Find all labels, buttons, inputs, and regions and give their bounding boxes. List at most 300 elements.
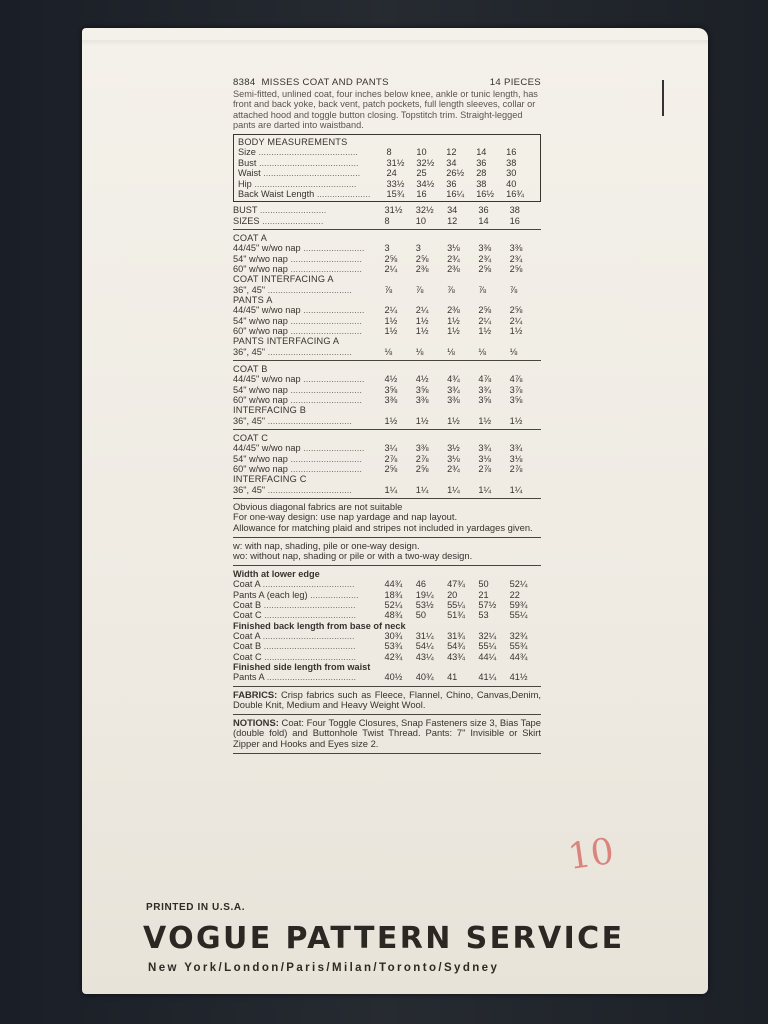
- cell: 53¾: [384, 641, 403, 652]
- row-label: [233, 264, 384, 274]
- cell: 21: [478, 589, 489, 600]
- cell: 31½: [384, 205, 403, 216]
- row-label-text: Coat A: [233, 579, 261, 590]
- yardage-group-title: COAT INTERFACING A: [233, 274, 334, 285]
- row-label: [233, 453, 384, 463]
- leader-dots: .....................: [314, 188, 371, 199]
- finished-group-title: Finished back length from base of neck: [233, 620, 406, 631]
- note-line: Allowance for matching plaid and stripes not included in yardages given.: [233, 522, 533, 534]
- cell: 34: [447, 205, 458, 216]
- cell: 41: [447, 672, 458, 683]
- yardage-fabric-sections: [233, 233, 541, 499]
- row-label-text: 44/45" w/wo nap: [233, 305, 301, 316]
- cell: 41¼: [478, 672, 497, 683]
- leader-dots: ........................: [259, 215, 324, 226]
- leader-dots: ............................: [287, 464, 362, 475]
- yardage-group-title: COAT A: [233, 232, 268, 243]
- cell: 4⅞: [509, 374, 523, 385]
- cell: 25: [416, 168, 427, 179]
- leader-dots: ............................: [287, 384, 362, 395]
- table-row: [233, 464, 541, 474]
- cell: 51¾: [447, 610, 465, 621]
- row-label: [238, 147, 387, 157]
- brand-name: VOGUE PATTERN SERVICE: [143, 921, 625, 956]
- nap-notes: [233, 541, 541, 562]
- cell: 30: [506, 168, 517, 179]
- table-row: [233, 384, 541, 394]
- leader-dots: ............................: [287, 453, 362, 464]
- row-label: [233, 243, 384, 253]
- body-measurements-table: [238, 147, 536, 199]
- pattern-number: 8384: [233, 77, 256, 88]
- cell: 24: [386, 168, 397, 179]
- cell: 2⅜: [447, 264, 460, 275]
- cell: 1½: [415, 315, 429, 326]
- cell: 36: [478, 205, 489, 216]
- cell: 3: [415, 243, 421, 254]
- cell: 3: [384, 243, 390, 254]
- cell: 10: [415, 215, 426, 226]
- cell: 53½: [415, 599, 434, 610]
- cell: 14: [478, 215, 489, 226]
- row-label-text: 36", 45": [233, 284, 266, 295]
- cell: 57½: [478, 599, 497, 610]
- row-label: [233, 641, 384, 651]
- cell: 36: [446, 178, 457, 189]
- row-label-text: Size: [238, 147, 256, 158]
- cell: 54¾: [447, 641, 465, 652]
- cell: 1½: [509, 326, 523, 337]
- table-row: [233, 374, 541, 384]
- cell: 32½: [416, 157, 435, 168]
- leader-dots: ......................................: [260, 168, 361, 179]
- cell: 3⅛: [478, 453, 492, 464]
- row-label: [233, 305, 384, 315]
- cell: 3⅛: [509, 453, 523, 464]
- pattern-number-title: [233, 78, 389, 88]
- row-label-text: Coat A: [233, 630, 261, 641]
- cell: 4½: [415, 374, 429, 385]
- cell: 26½: [446, 168, 465, 179]
- cell: 38: [476, 178, 487, 189]
- leader-dots: ....................................: [261, 610, 357, 621]
- cell: ⅛: [478, 346, 487, 357]
- yardage-group: [233, 274, 541, 295]
- row-label-text: 60" w/wo nap: [233, 326, 288, 337]
- leader-dots: ....................................: [261, 641, 356, 652]
- row-label-text: 54" w/wo nap: [233, 253, 288, 264]
- row-label-text: Coat B: [233, 599, 262, 610]
- cell: 3¾: [447, 384, 460, 395]
- row-label: [238, 158, 387, 168]
- cell: 16: [509, 215, 520, 226]
- cell: 1½: [509, 415, 523, 426]
- table-row: [233, 264, 541, 274]
- leader-dots: .................................: [265, 346, 352, 357]
- table-row: [233, 285, 541, 295]
- cell: 2⅝: [509, 264, 523, 275]
- row-label: [233, 672, 384, 682]
- divider: [233, 565, 541, 566]
- cell: 41½: [509, 672, 528, 683]
- cell: 19¼: [415, 589, 434, 600]
- cell: 3⅜: [415, 443, 429, 454]
- yardage-group: [233, 336, 541, 357]
- divider: [233, 360, 541, 361]
- bust-label: BUST: [233, 205, 258, 216]
- cell: 42¾: [384, 651, 403, 662]
- table-row: [238, 158, 536, 168]
- yardage-section: [233, 205, 541, 499]
- row-label-text: 54" w/wo nap: [233, 384, 288, 395]
- cell: 47¾: [447, 579, 465, 590]
- yardage-group: [233, 405, 541, 426]
- yardage-table: [233, 243, 541, 274]
- notions-paragraph: [233, 718, 541, 750]
- cell: 52¼: [384, 599, 403, 610]
- cell: 50: [478, 579, 489, 590]
- cell: 2¾: [447, 253, 460, 264]
- table-row: [238, 168, 536, 178]
- divider: [233, 537, 541, 538]
- cell: 1½: [384, 326, 398, 337]
- yardage-group: [233, 433, 541, 474]
- divider: [233, 498, 541, 499]
- cell: ⅞: [415, 284, 424, 295]
- leader-dots: ............................: [287, 326, 362, 337]
- cell: 2⅞: [478, 464, 492, 475]
- row-label-text: 60" w/wo nap: [233, 464, 288, 475]
- cell: 2¼: [478, 315, 492, 326]
- divider: [233, 229, 541, 230]
- notions-label: NOTIONS:: [233, 716, 279, 728]
- envelope-fold-shadow: [82, 40, 708, 46]
- table-row: [233, 631, 541, 641]
- cell: 1½: [415, 415, 429, 426]
- cell: 20: [447, 589, 458, 600]
- table-row: [233, 243, 541, 253]
- row-label-text: 36", 45": [233, 346, 266, 357]
- yardage-size-table: [233, 205, 541, 226]
- yardage-table: [233, 415, 541, 425]
- table-row: [233, 641, 541, 651]
- cell: 55¼: [478, 641, 497, 652]
- row-label: [233, 415, 384, 425]
- leader-dots: ........................: [300, 374, 365, 385]
- cell: 4½: [384, 374, 398, 385]
- row-label: [233, 374, 384, 384]
- row-label: [233, 652, 384, 662]
- cell: 2⅝: [415, 253, 429, 264]
- cell: 40½: [384, 672, 403, 683]
- row-label-text: Hip: [238, 178, 252, 189]
- cell: 2¾: [447, 464, 460, 475]
- cell: 2¼: [509, 315, 523, 326]
- yardage-group-title: PANTS INTERFACING A: [233, 336, 340, 347]
- cell: 3¾: [509, 443, 523, 454]
- note-line: w: with nap, shading, pile or one-way design.: [233, 539, 420, 551]
- cell: 48¾: [384, 610, 403, 621]
- cell: 1½: [447, 326, 460, 337]
- cell: 34½: [416, 178, 435, 189]
- yardage-group-title: COAT C: [233, 432, 269, 443]
- row-label-text: 44/45" w/wo nap: [233, 374, 301, 385]
- cell: 46: [415, 579, 426, 590]
- pattern-pieces: 14 PIECES: [489, 77, 541, 88]
- row-label-text: 44/45" w/wo nap: [233, 443, 301, 454]
- cell: 12: [447, 215, 458, 226]
- cell: 2⅞: [384, 453, 398, 464]
- cell: 1½: [478, 326, 492, 337]
- cell: 2¾: [478, 253, 492, 264]
- yardage-group-title: INTERFACING B: [233, 405, 307, 416]
- finished-measurements: [233, 569, 541, 683]
- cell: 2⅝: [478, 305, 492, 316]
- finished-group-title: Finished side length from waist: [233, 661, 371, 672]
- cell: 3⅛: [447, 453, 460, 464]
- yardage-table: [233, 484, 541, 494]
- row-label-text: 44/45" w/wo nap: [233, 243, 301, 254]
- cell: 8: [386, 147, 392, 158]
- yardage-group: [233, 233, 541, 274]
- row-label: [233, 326, 384, 336]
- yardage-group-title: PANTS A: [233, 294, 273, 305]
- cell: 16: [506, 147, 517, 158]
- row-label: [233, 347, 384, 357]
- cell: 3⅜: [415, 395, 429, 406]
- cell: 2⅜: [447, 305, 460, 316]
- row-label: [233, 384, 384, 394]
- leader-dots: ....................................: [261, 599, 356, 610]
- leader-dots: ........................................: [251, 178, 357, 189]
- table-row: [233, 316, 541, 326]
- table-row: [233, 254, 541, 264]
- cell: 2⅝: [384, 253, 398, 264]
- row-label: [238, 168, 387, 178]
- table-row: [233, 589, 541, 599]
- cell: 2⅝: [509, 305, 523, 316]
- table-row: [233, 652, 541, 662]
- envelope-edge-mark: [662, 80, 664, 116]
- row-label-text: 36", 45": [233, 484, 266, 495]
- row-label: [233, 631, 384, 641]
- table-row: [233, 347, 541, 357]
- leader-dots: ........................: [300, 443, 365, 454]
- cell: 1¼: [415, 484, 429, 495]
- cell: 3⅜: [478, 243, 492, 254]
- row-label: [238, 178, 387, 188]
- cell: 1½: [384, 415, 398, 426]
- pattern-title: MISSES COAT AND PANTS: [261, 77, 389, 88]
- divider: [233, 753, 541, 754]
- cell: 1½: [447, 415, 460, 426]
- row-label: [233, 484, 384, 494]
- bust-row: [233, 205, 541, 215]
- cell: ⅞: [447, 284, 455, 295]
- cell: 28: [476, 168, 487, 179]
- leader-dots: ....................................: [260, 579, 355, 590]
- yardage-table: [233, 443, 541, 474]
- cell: 40¾: [415, 672, 434, 683]
- pattern-info-panel: [233, 78, 541, 757]
- table-row: [233, 600, 541, 610]
- row-label: [233, 443, 384, 453]
- leader-dots: .................................: [265, 284, 352, 295]
- cell: 2⅜: [415, 264, 429, 275]
- cell: 16¼: [446, 188, 465, 199]
- cell: 18¾: [384, 589, 403, 600]
- fabrics-paragraph: [233, 690, 541, 711]
- yardage-group-title: COAT B: [233, 363, 268, 374]
- cell: ⅛: [415, 346, 424, 357]
- fabrics-label: FABRICS:: [233, 688, 278, 700]
- leader-dots: ............................: [287, 264, 362, 275]
- cell: 1½: [447, 315, 460, 326]
- cell: 3⅛: [447, 243, 460, 254]
- cell: 55¼: [509, 610, 528, 621]
- cell: 31¼: [415, 630, 434, 641]
- leader-dots: ............................: [287, 253, 362, 264]
- cell: 59¾: [509, 599, 528, 610]
- pattern-header: [233, 78, 541, 88]
- finished-table: [233, 672, 541, 682]
- cell: 43¼: [415, 651, 434, 662]
- cell: 30¾: [384, 630, 403, 641]
- table-row: [233, 415, 541, 425]
- cell: 50: [415, 610, 426, 621]
- table-row: [233, 672, 541, 682]
- cell: 10: [416, 147, 427, 158]
- cell: ⅛: [447, 346, 455, 357]
- divider: [233, 714, 541, 715]
- pattern-description: Semi-fitted, unlined coat, four inches below knee, ankle or tunic length, has front and back yoke, back vent, patch pockets, full length sleeves, collar or attached hood and toggle button closing. Topstitch trim. Straight-legged pants are darted into waistband.: [233, 89, 538, 130]
- table-row: [233, 610, 541, 620]
- cell: 55¼: [447, 599, 465, 610]
- cell: 1¼: [384, 484, 398, 495]
- cell: 3½: [447, 443, 460, 454]
- cell: 32¼: [478, 630, 497, 641]
- finished-table: [233, 579, 541, 621]
- row-label-text: Bust: [238, 157, 257, 168]
- cell: 44¼: [478, 651, 497, 662]
- leader-dots: ...................: [307, 589, 359, 600]
- finished-table: [233, 631, 541, 662]
- cell: 2¼: [415, 305, 429, 316]
- cell: 16¾: [506, 188, 524, 199]
- table-row: [233, 326, 541, 336]
- table-row: [238, 189, 536, 199]
- cell: 1¼: [509, 484, 523, 495]
- cell: 3⅜: [509, 243, 523, 254]
- leader-dots: ............................: [287, 395, 362, 406]
- leader-dots: .......................................: [256, 157, 359, 168]
- cell: 2⅝: [415, 464, 429, 475]
- row-label: [238, 189, 387, 199]
- divider: [233, 686, 541, 687]
- row-label-text: 36", 45": [233, 415, 266, 426]
- leader-dots: ..........................: [257, 205, 327, 216]
- row-label: [233, 589, 384, 599]
- table-row: [233, 484, 541, 494]
- cell: 36: [476, 157, 487, 168]
- cell: 52¼: [509, 579, 528, 590]
- cell: 1¼: [478, 484, 492, 495]
- cell: 3⅝: [509, 395, 523, 406]
- cell: 43¾: [447, 651, 465, 662]
- body-measurements-box: [233, 134, 541, 202]
- table-row: [233, 305, 541, 315]
- row-label: [233, 395, 384, 405]
- cell: 31½: [386, 157, 405, 168]
- cell: 2⅞: [415, 453, 429, 464]
- cell: ⅞: [384, 284, 393, 295]
- cell: 55¾: [509, 641, 528, 652]
- cell: ⅛: [509, 346, 518, 357]
- row-label-text: 60" w/wo nap: [233, 395, 288, 406]
- cell: 40: [506, 178, 517, 189]
- cell: 2⅞: [509, 464, 523, 475]
- row-label-text: Coat B: [233, 641, 262, 652]
- cell: 3⅝: [384, 384, 398, 395]
- cell: 2¾: [509, 253, 523, 264]
- leader-dots: ........................: [300, 243, 365, 254]
- body-measurements-title: BODY MEASUREMENTS: [238, 137, 348, 148]
- cell: 14: [476, 147, 487, 158]
- sizes-label: SIZES: [233, 215, 260, 226]
- yardage-group-title: INTERFACING C: [233, 474, 307, 485]
- note-line: Obvious diagonal fabrics are not suitable: [233, 500, 403, 512]
- row-label-text: Pants A (each leg): [233, 589, 308, 600]
- notions-text: Coat: Four Toggle Closures, Snap Fasteners size 3, Bias Tape (double fold) and Buttonhole Twist Thread. Pants: 7" Invisible or Skirt Zipper and Hooks and Eyes size 2.: [233, 716, 541, 749]
- row-label-text: Coat C: [233, 651, 262, 662]
- fabrics-text: Crisp fabrics such as Fleece, Flannel, Chino, Canvas,Denim, Double Knit, Medium and Heavy Weight Wool.: [233, 688, 541, 711]
- leader-dots: .................................: [265, 415, 352, 426]
- row-label-text: 54" w/wo nap: [233, 453, 288, 464]
- cell: 32¾: [509, 630, 528, 641]
- yardage-group: [233, 295, 541, 336]
- cell: 44¾: [384, 579, 403, 590]
- cell: 3¾: [478, 443, 492, 454]
- leader-dots: .................................: [265, 484, 352, 495]
- row-label-text: Back Waist Length: [238, 188, 315, 199]
- cell: 2¼: [384, 264, 398, 275]
- handwritten-size-mark: 10: [565, 831, 617, 878]
- row-label-text: Waist: [238, 168, 261, 179]
- cell: 2⅝: [384, 464, 398, 475]
- cell: 3⅝: [478, 395, 492, 406]
- row-label: [233, 216, 384, 226]
- cell: 32½: [415, 205, 434, 216]
- table-row: [238, 147, 536, 157]
- row-label: [233, 600, 384, 610]
- yardage-table: [233, 374, 541, 405]
- cell: 44¾: [509, 651, 528, 662]
- leader-dots: ....................................: [260, 630, 355, 641]
- cell: 4¾: [447, 374, 460, 385]
- row-label: [233, 316, 384, 326]
- row-label-text: 60" w/wo nap: [233, 264, 288, 275]
- cell: ⅞: [478, 284, 487, 295]
- cell: 38: [506, 157, 517, 168]
- cell: 1½: [478, 415, 492, 426]
- cell: 38: [509, 205, 520, 216]
- cell: 12: [446, 147, 457, 158]
- cell: 53: [478, 610, 489, 621]
- cell: 4⅞: [478, 374, 492, 385]
- cell: 15¾: [386, 188, 405, 199]
- cell: 31¾: [447, 630, 465, 641]
- row-label: [233, 205, 384, 215]
